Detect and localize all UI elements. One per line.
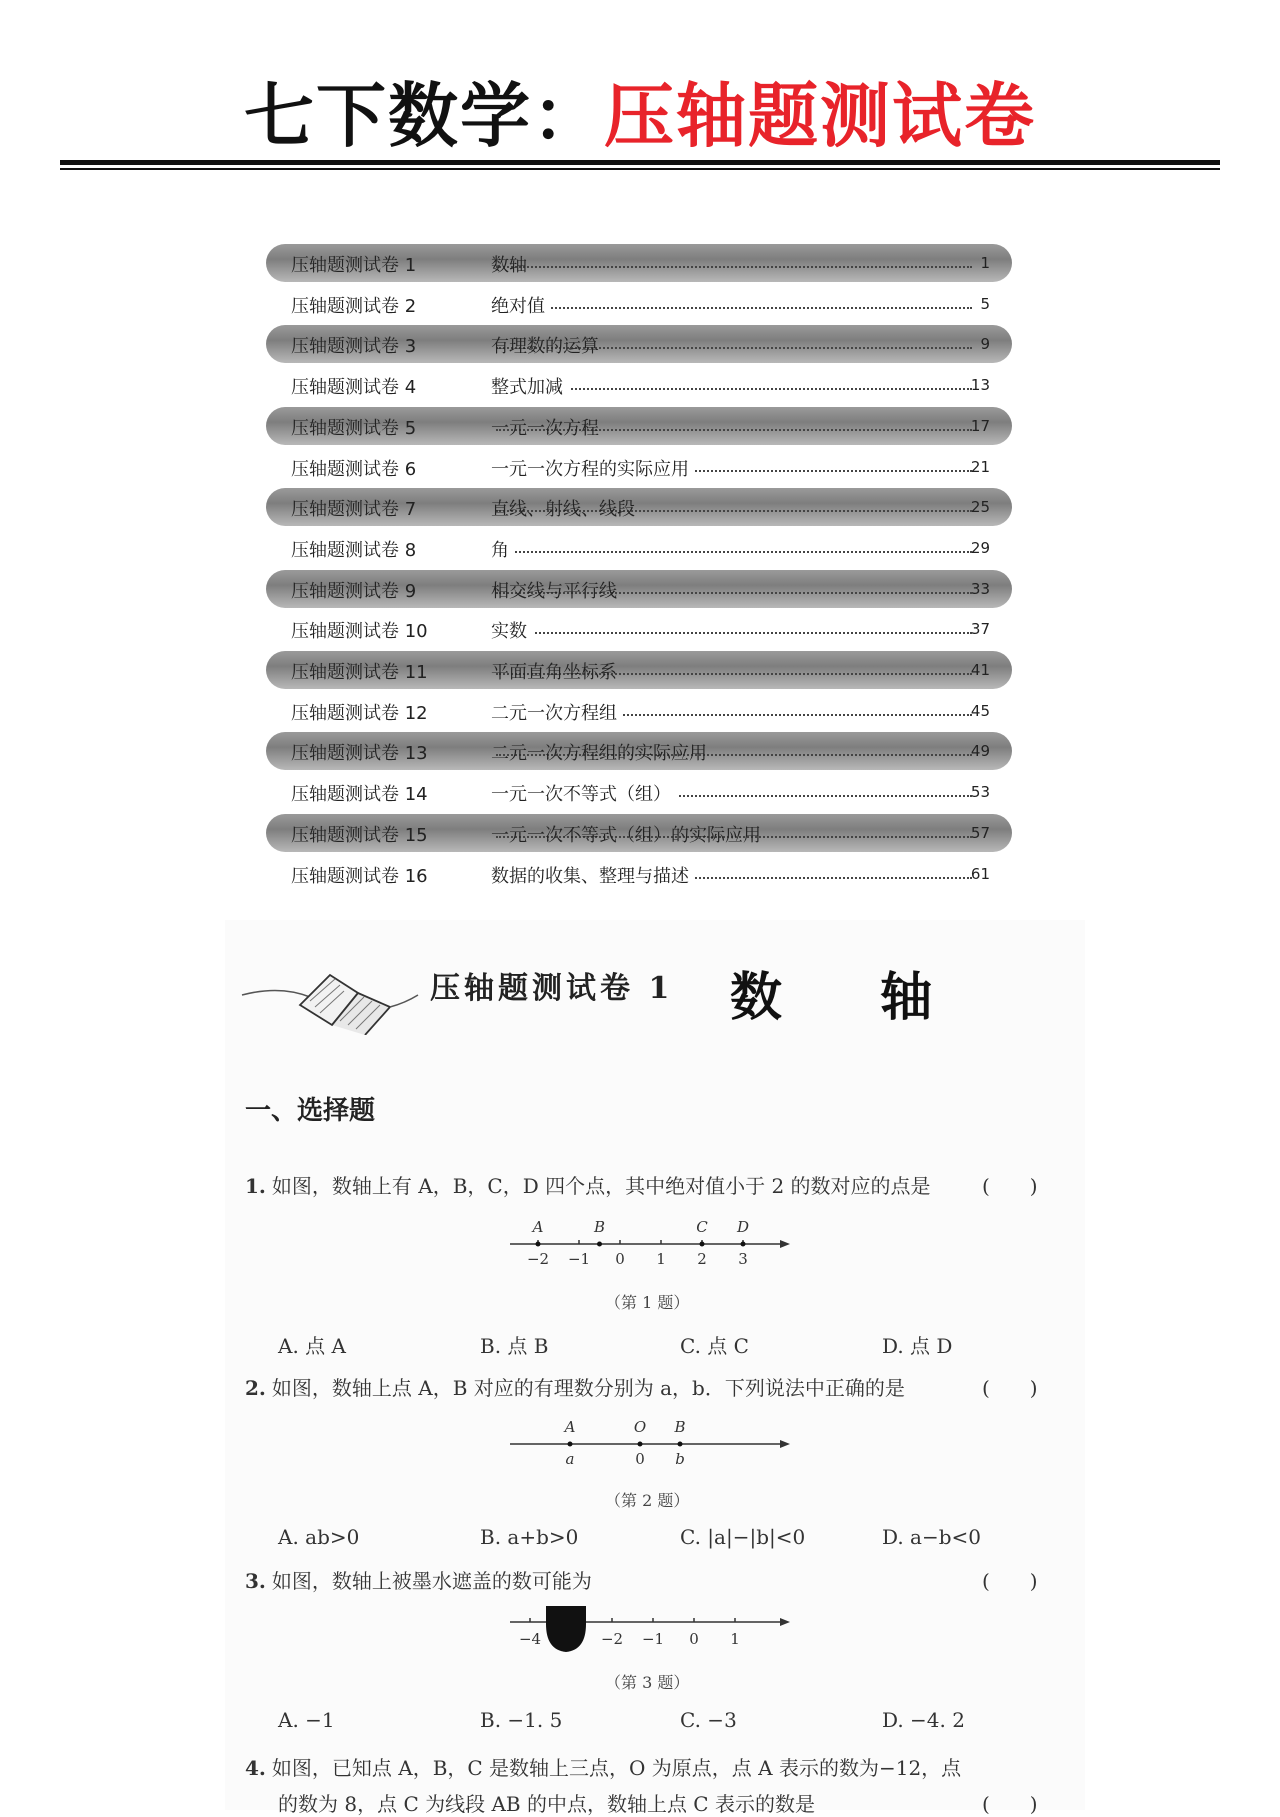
toc-row — [266, 855, 1012, 893]
number-line-q1 — [500, 1212, 800, 1272]
option-a: A. 点 A — [278, 1334, 346, 1358]
question-1 — [245, 1170, 931, 1199]
question-number: 3. — [245, 1569, 266, 1593]
section-heading: 一、选择题 — [245, 1096, 376, 1126]
toc-row — [266, 529, 1012, 567]
option-a: A. ab>0 — [278, 1525, 360, 1549]
toc-topic: 一元一次不等式（组）的实际应用 — [491, 824, 761, 846]
toc-page-number: 5 — [980, 294, 990, 313]
toc-label: 压轴题测试卷 14 — [291, 784, 428, 806]
option-d: D. a−b<0 — [882, 1525, 982, 1549]
toc-row — [266, 651, 1012, 689]
toc-label: 压轴题测试卷 9 — [291, 580, 417, 602]
toc-label: 压轴题测试卷 11 — [291, 662, 428, 683]
option-d: D. 点 D — [882, 1334, 953, 1358]
number-line-q2 — [500, 1412, 800, 1472]
question-text: 如图，数轴上有 A，B，C，D 四个点，其中绝对值小于 2 的数对应的点是 — [271, 1174, 931, 1198]
point-label: B — [674, 1418, 686, 1436]
toc-row — [266, 610, 1012, 648]
tick-label: 0 — [689, 1630, 699, 1648]
toc-page-number: 9 — [980, 335, 990, 354]
tick-label: −1 — [641, 1630, 665, 1648]
toc-page-number: 57 — [970, 823, 990, 842]
toc-label: 压轴题测试卷 15 — [291, 824, 428, 846]
figure-caption: （第 3 题） — [605, 1673, 690, 1692]
option-b: B. −1. 5 — [480, 1708, 563, 1732]
toc-topic: 数据的收集、整理与描述 — [491, 862, 695, 888]
toc-label: 压轴题测试卷 4 — [291, 377, 417, 399]
toc-label: 压轴题测试卷 8 — [291, 539, 417, 561]
toc-label: 压轴题测试卷 7 — [291, 499, 417, 521]
exam-title: 压轴题测试卷 1 — [430, 971, 674, 1006]
toc-topic: 角 — [491, 536, 515, 562]
toc-row — [266, 285, 1012, 323]
toc-row — [266, 488, 1012, 526]
toc-topic: 直线、射线、线段 — [491, 499, 635, 521]
toc-topic: 相交线与平行线 — [491, 580, 617, 602]
toc-page-number: 53 — [970, 783, 990, 802]
tick-label: 1 — [656, 1250, 666, 1268]
question-4-line-2: 的数为 8，点 C 为线段 AB 的中点，数轴上点 C 表示的数是 — [278, 1792, 815, 1816]
toc-page-number: 1 — [980, 254, 990, 272]
page-title — [0, 60, 1280, 161]
tick-label: 3 — [738, 1250, 748, 1268]
toc-page-number: 17 — [970, 416, 990, 435]
question-number: 2. — [245, 1376, 266, 1400]
option-b: B. 点 B — [480, 1334, 549, 1358]
question-text: 如图，已知点 A，B，C 是数轴上三点，O 为原点，点 A 表示的数为−12，点 — [271, 1756, 962, 1780]
option-c: C. |a|−|b|<0 — [680, 1525, 806, 1549]
point-B — [678, 1442, 683, 1447]
point-B — [597, 1242, 602, 1247]
toc-topic: 实数 — [491, 617, 533, 643]
option-a: A. −1 — [278, 1708, 335, 1732]
answer-bracket: ( ) — [982, 1569, 1038, 1593]
question-number: 4. — [245, 1756, 266, 1780]
point-A — [568, 1442, 573, 1447]
toc-leader-dots — [496, 551, 972, 553]
toc-topic: 平面直角坐标系 — [491, 662, 617, 683]
answer-bracket: ( ) — [982, 1792, 1038, 1816]
toc-page-number: 45 — [970, 701, 990, 720]
toc-leader-dots — [496, 266, 972, 268]
toc-page-number: 25 — [970, 498, 990, 517]
toc-page-number: 13 — [970, 376, 990, 395]
tick-label: 1 — [730, 1630, 740, 1648]
question-4 — [245, 1752, 961, 1781]
toc-row — [266, 570, 1012, 608]
open-book-icon — [240, 955, 420, 1035]
answer-bracket: ( ) — [982, 1174, 1038, 1198]
toc-topic: 数轴 — [491, 255, 527, 276]
exam-topic: 数 轴 — [730, 968, 973, 1028]
toc-label: 压轴题测试卷 16 — [291, 865, 428, 887]
toc-label: 压轴题测试卷 13 — [291, 743, 428, 765]
toc-label: 压轴题测试卷 2 — [291, 295, 417, 317]
toc-row — [266, 732, 1012, 770]
figure-caption: （第 2 题） — [605, 1491, 690, 1510]
point-label: O — [633, 1418, 647, 1436]
toc-label: 压轴题测试卷 10 — [291, 621, 428, 643]
toc-leader-dots — [496, 632, 972, 634]
toc-row — [266, 407, 1012, 445]
option-b: B. a+b>0 — [480, 1525, 579, 1549]
point-D — [741, 1242, 746, 1247]
toc-page-number: 61 — [970, 864, 990, 883]
point-O — [638, 1442, 643, 1447]
toc-row — [266, 773, 1012, 811]
point-value-label: a — [565, 1450, 575, 1468]
point-label: B — [593, 1218, 606, 1236]
tick-label: 0 — [615, 1250, 625, 1268]
toc-topic: 整式加减 — [491, 373, 569, 399]
point-A — [536, 1242, 541, 1247]
point-C — [700, 1242, 705, 1247]
toc-topic: 二元一次方程组 — [491, 699, 623, 725]
toc-row — [266, 244, 1012, 282]
point-value-label: 0 — [635, 1450, 645, 1468]
toc-topic: 绝对值 — [491, 292, 551, 318]
toc-page-number: 33 — [970, 579, 990, 598]
toc-page-number: 41 — [970, 661, 990, 679]
point-value-label: b — [675, 1450, 685, 1468]
option-c: C. 点 C — [680, 1334, 749, 1358]
toc-label: 压轴题测试卷 3 — [291, 336, 417, 358]
option-c: C. −3 — [680, 1708, 737, 1732]
toc-topic: 有理数的运算 — [491, 336, 599, 358]
toc-page-number: 49 — [970, 742, 990, 761]
question-text: 如图，数轴上被墨水遮盖的数可能为 — [271, 1569, 592, 1593]
toc-page-number: 29 — [970, 538, 990, 557]
toc-page-number: 21 — [970, 457, 990, 476]
toc-label: 压轴题测试卷 1 — [291, 255, 417, 276]
tick-label: 2 — [697, 1250, 707, 1268]
question-text: 如图，数轴上点 A，B 对应的有理数分别为 a，b．下列说法中正确的是 — [271, 1376, 905, 1400]
tick-label: −2 — [526, 1250, 550, 1268]
tick-label: −2 — [600, 1630, 624, 1648]
toc-page-number: 37 — [970, 620, 990, 639]
toc-row — [266, 366, 1012, 404]
question-2 — [245, 1372, 905, 1401]
tick-label: −4 — [518, 1630, 542, 1648]
ink-blot-icon — [546, 1606, 586, 1652]
number-line-q3 — [500, 1600, 800, 1660]
toc-label: 压轴题测试卷 5 — [291, 417, 417, 439]
option-d: D. −4. 2 — [882, 1708, 965, 1732]
toc-leader-dots — [496, 307, 972, 309]
toc-label: 压轴题测试卷 12 — [291, 702, 428, 724]
title-red-part: 压轴题测试卷 — [604, 75, 1036, 157]
toc-row — [266, 692, 1012, 730]
toc-topic: 二元一次方程组的实际应用 — [491, 743, 707, 765]
toc-row — [266, 448, 1012, 486]
toc-topic: 一元一次不等式（组） — [491, 780, 677, 806]
figure-caption: （第 1 题） — [605, 1293, 690, 1312]
answer-bracket: ( ) — [982, 1376, 1038, 1400]
title-black-part: 七下数学： — [244, 75, 604, 157]
toc-topic: 一元一次方程 — [491, 417, 599, 439]
title-rule-thin — [60, 168, 1220, 170]
title-rule-thick — [60, 160, 1220, 165]
question-number: 1. — [245, 1174, 266, 1198]
tick-label: −1 — [567, 1250, 591, 1268]
point-label: D — [736, 1218, 750, 1236]
point-label: A — [564, 1418, 576, 1436]
point-label: C — [696, 1218, 708, 1236]
toc-row — [266, 325, 1012, 363]
toc-label: 压轴题测试卷 6 — [291, 458, 417, 480]
toc-row — [266, 814, 1012, 852]
question-3 — [245, 1565, 592, 1594]
point-label: A — [532, 1218, 544, 1236]
toc-topic: 一元一次方程的实际应用 — [491, 455, 695, 481]
